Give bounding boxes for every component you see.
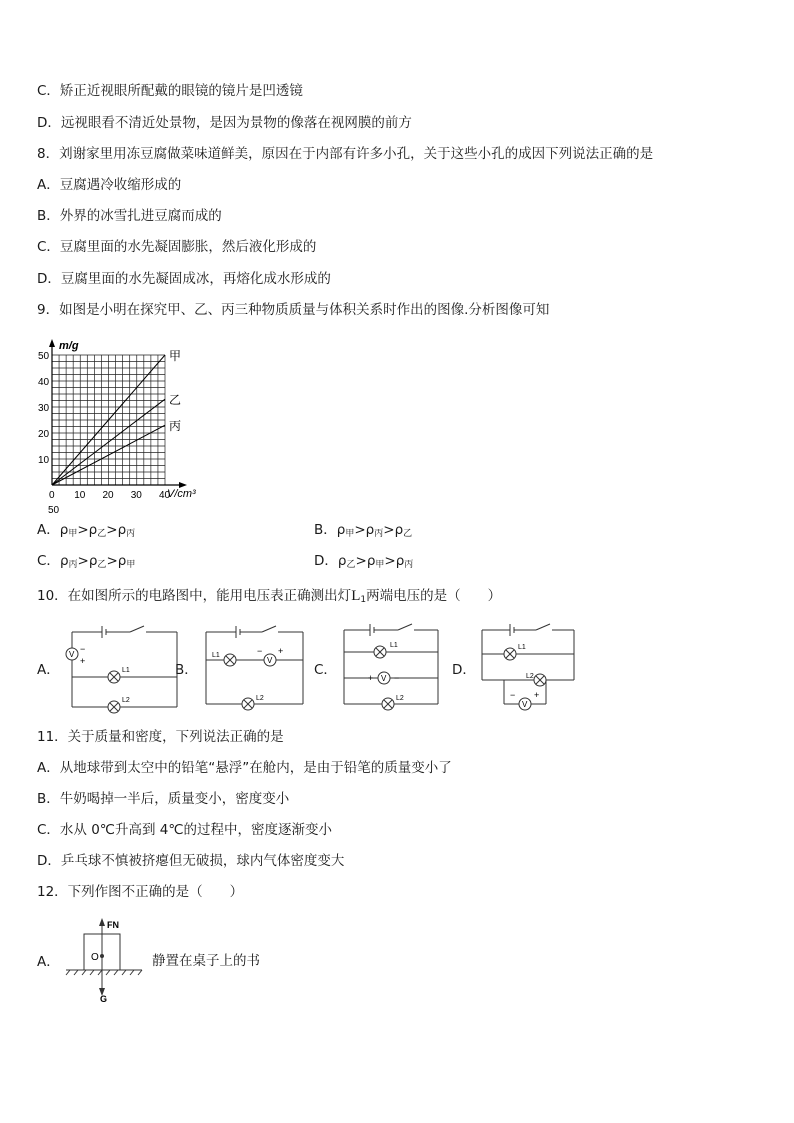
q9-option-d: D．$\rho_乙>\rho_甲>\rho_丙$ xyxy=(314,553,414,570)
q10-stem: 10．在如图所示的电路图中，能用电压表正确测出灯$L_1$两端电压的是（ ） xyxy=(37,588,502,605)
q12-stem: 12．下列作图不正确的是（ ） xyxy=(37,884,244,900)
q11-option-d: D．乒乓球不慎被挤瘪但无破损，球内气体密度变大 xyxy=(37,853,345,869)
q10-circuit-d xyxy=(474,622,584,717)
svg-text:+: + xyxy=(278,646,284,656)
q9-option-b: B．$\rho_甲>\rho_丙>\rho_乙$ xyxy=(314,522,413,539)
q8-option-b: B．外界的冰雪扎进豆腐而成的 xyxy=(37,208,222,224)
y-axis-label: m/g xyxy=(59,340,79,352)
svg-text:−: − xyxy=(80,644,86,654)
svg-text:V: V xyxy=(267,656,273,665)
svg-text:V: V xyxy=(381,674,387,683)
q9-option-a: A．$\rho_甲>\rho_乙>\rho_丙$ xyxy=(37,522,136,539)
svg-text:L1: L1 xyxy=(518,644,526,651)
series-label: 丙 xyxy=(169,419,182,434)
svg-text:−: − xyxy=(510,690,516,700)
svg-text:G: G xyxy=(100,994,108,1002)
q9-stem: 9．如图是小明在探究甲、乙、丙三种物质质量与体积关系时作出的图像.分析图像可知 xyxy=(37,302,550,318)
svg-text:L1: L1 xyxy=(122,667,130,674)
svg-text:+: + xyxy=(80,656,86,666)
q8-option-d: D．豆腐里面的水先凝固成冰，再熔化成水形成的 xyxy=(37,271,331,287)
svg-text:+: + xyxy=(534,690,540,700)
x-tick-label: 0 xyxy=(49,490,55,501)
svg-text:−: − xyxy=(394,673,400,683)
series-label: 乙 xyxy=(169,393,182,408)
y-axis-arrow xyxy=(49,339,55,347)
q10-option-d-label: D． xyxy=(452,662,476,678)
svg-text:L2: L2 xyxy=(396,695,404,702)
svg-text:L2: L2 xyxy=(526,673,534,680)
q7-option-d: D．远视眼看不清近处景物，是因为景物的像落在视网膜的前方 xyxy=(37,115,412,131)
q8-option-c: C．豆腐里面的水先凝固膨胀，然后液化形成的 xyxy=(37,239,317,255)
q12-force-diagram-a xyxy=(62,914,147,1002)
q8-stem: 8．刘谢家里用冻豆腐做菜味道鲜美，原因在于内部有许多小孔，关于这些小孔的成因下列说法正确的是 xyxy=(37,146,654,162)
q7-option-c: C．矫正近视眼所配戴的眼镜的镜片是凹透镜 xyxy=(37,83,303,99)
y-tick-label: 10 xyxy=(38,455,50,466)
svg-text:FN: FN xyxy=(107,920,119,930)
svg-text:L2: L2 xyxy=(122,697,130,704)
y-tick-label: 20 xyxy=(38,429,50,440)
q9-mass-volume-chart xyxy=(30,325,220,520)
svg-text:L2: L2 xyxy=(256,695,264,702)
svg-text:L1: L1 xyxy=(390,642,398,649)
x-tick-label: 10 xyxy=(74,490,86,501)
x-extra-tick-label: 50 xyxy=(48,505,60,516)
q12-option-a-label: A． xyxy=(37,954,60,970)
q10-option-b-label: B． xyxy=(175,662,198,678)
y-tick-label: 30 xyxy=(38,403,50,414)
svg-text:L1: L1 xyxy=(212,652,220,659)
q8-option-a: A．豆腐遇冷收缩形成的 xyxy=(37,177,182,193)
svg-text:V: V xyxy=(522,700,528,709)
y-tick-label: 40 xyxy=(38,377,50,388)
x-tick-label: 30 xyxy=(130,490,142,501)
series-label: 甲 xyxy=(169,349,182,363)
q10-circuit-c xyxy=(336,622,448,717)
q11-stem: 11．关于质量和密度，下列说法正确的是 xyxy=(37,729,284,745)
q10-option-c-label: C． xyxy=(314,662,337,678)
q11-option-b: B．牛奶喝掉一半后，质量变小，密度变小 xyxy=(37,791,290,807)
x-tick-label: 40 xyxy=(159,490,171,501)
q9-option-c: C．$\rho_丙>\rho_乙>\rho_甲$ xyxy=(37,553,136,570)
x-tick-label: 20 xyxy=(102,490,114,501)
q10-circuit-b xyxy=(198,622,313,712)
svg-text:V: V xyxy=(69,650,75,659)
svg-text:O: O xyxy=(91,952,99,963)
svg-text:+: + xyxy=(368,673,374,683)
q10-circuit-a xyxy=(62,622,187,717)
q11-option-a: A．从地球带到太空中的铅笔“悬浮”在舱内，是由于铅笔的质量变小了 xyxy=(37,760,452,776)
q10-option-a-label: A． xyxy=(37,662,60,678)
q11-option-c: C．水从 0℃升高到 4℃的过程中，密度逐渐变小 xyxy=(37,822,333,838)
y-tick-label: 50 xyxy=(38,351,50,362)
x-axis-label: V/cm³ xyxy=(167,488,196,500)
q12-option-a-caption: 静置在桌子上的书 xyxy=(152,953,260,969)
chart-labels xyxy=(38,340,196,516)
svg-text:−: − xyxy=(257,646,263,656)
